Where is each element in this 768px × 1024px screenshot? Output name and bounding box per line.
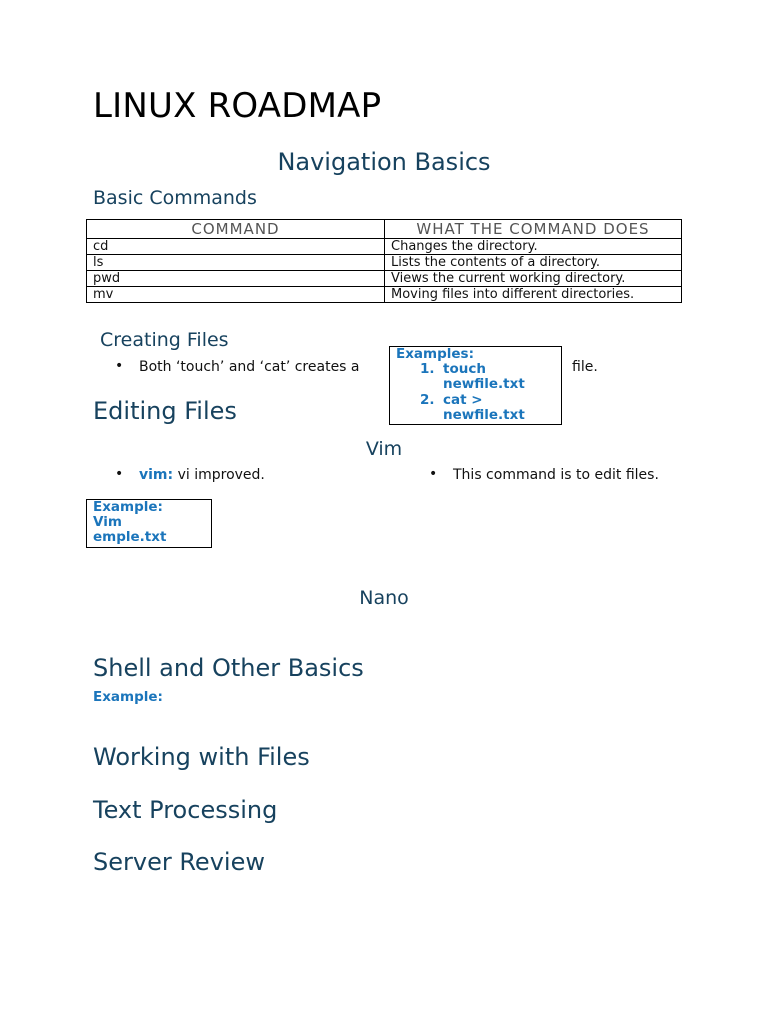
vim-description: vi improved. <box>173 467 265 483</box>
table-row <box>87 255 682 271</box>
table-cell: Views the current working directory. <box>385 271 682 287</box>
example-line: newfile.txt <box>443 407 525 423</box>
example-line: touch <box>443 361 486 377</box>
table-cell: ls <box>87 255 385 271</box>
bullet-tail-text: file. <box>572 359 598 375</box>
subheading-nano: Nano <box>359 587 409 609</box>
section-heading-editing-files: Editing Files <box>93 397 237 425</box>
example-number: 1. <box>420 361 435 377</box>
bullet-text: Both ‘touch’ and ‘cat’ creates a <box>139 359 360 375</box>
section-heading-navigation: Navigation Basics <box>277 148 491 176</box>
column-header: COMMAND <box>87 220 385 239</box>
table-cell: mv <box>87 287 385 303</box>
vim-label: vim: <box>139 467 174 483</box>
commands-table <box>86 219 682 303</box>
table-row <box>87 239 682 255</box>
column-header: WHAT THE COMMAND DOES <box>385 220 682 239</box>
example-line: emple.txt <box>93 529 167 545</box>
example-line: Vim <box>93 514 122 530</box>
section-heading-server-review: Server Review <box>93 848 265 876</box>
table-header-row <box>87 220 682 239</box>
table-cell: pwd <box>87 271 385 287</box>
subheading-basic-commands: Basic Commands <box>93 187 257 209</box>
section-heading-working-files: Working with Files <box>93 743 310 771</box>
vim-example-box <box>86 499 212 548</box>
example-line: cat > <box>443 392 483 408</box>
table-cell: Changes the directory. <box>385 239 682 255</box>
page-title: LINUX ROADMAP <box>93 86 382 126</box>
table-cell: Lists the contents of a directory. <box>385 255 682 271</box>
bullet-icon: • <box>115 466 124 482</box>
subheading-vim: Vim <box>365 438 403 460</box>
bullet-icon: • <box>429 466 438 482</box>
table-row <box>87 287 682 303</box>
table-cell: Moving files into different directories. <box>385 287 682 303</box>
shell-example-label: Example: <box>93 689 163 705</box>
subheading-creating-files: Creating Files <box>100 329 229 351</box>
table-cell: cd <box>87 239 385 255</box>
section-heading-shell: Shell and Other Basics <box>93 654 364 682</box>
example-label: Example: <box>93 499 163 515</box>
examples-box <box>389 346 562 425</box>
bullet-text: This command is to edit files. <box>453 467 659 483</box>
section-heading-text-processing: Text Processing <box>93 796 278 824</box>
example-number: 2. <box>420 392 435 408</box>
example-line: newfile.txt <box>443 376 525 392</box>
examples-label: Examples: <box>396 346 474 362</box>
bullet-icon: • <box>115 358 124 374</box>
table-row <box>87 271 682 287</box>
